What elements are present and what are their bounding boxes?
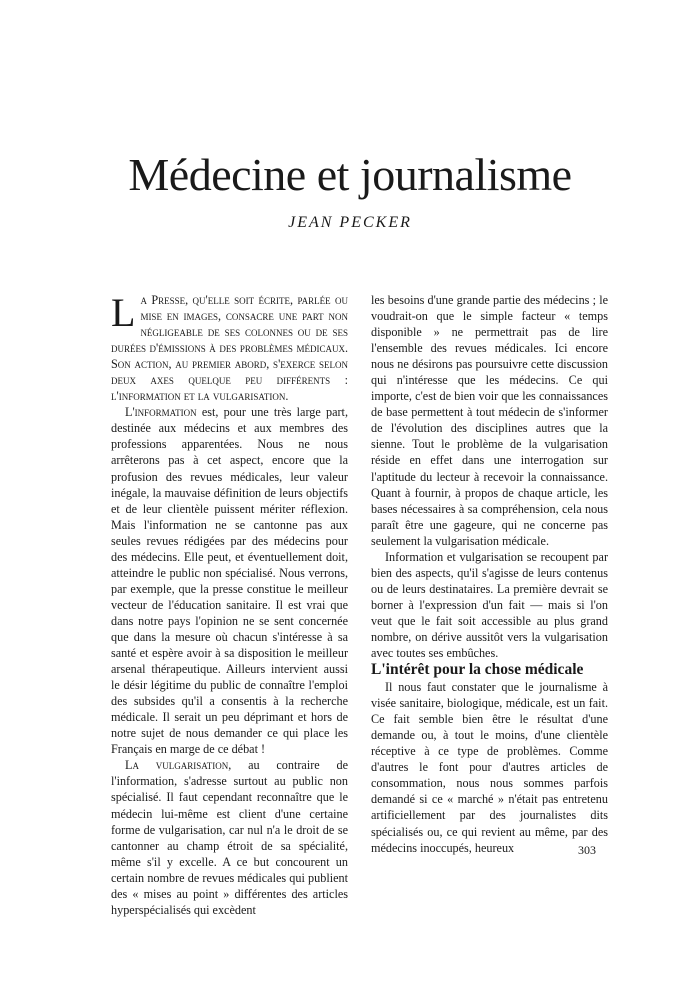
- drop-cap: L: [111, 290, 136, 335]
- paragraph-information: [111, 404, 348, 757]
- paragraph-information-text: est, pour une très large part, destinée aux médecins et aux membres des professions apparentées. Nous ne nous arrêterons pas à cet aspect, encore que la profusion des revues médicales, leur valeur inégale, la mauvaise définition de leurs objectifs et de leur clientèle puissent mériter réflexion. Mais l'information ne se cantonne pas aux seules revues rédigées par des médecins pour des médecins. Elle peut, et éventuellement doit, atteindre le public non spécialisé. Nous verrons, par exemple, que la presse constitue le meilleur vecteur de l'éducation sanitaire. Il est vrai que dans notre pays l'opinion ne se sent concernée que dans la mesure où chacun s'intéresse à sa santé et espère avoir à sa disposition le meilleur arsenal thérapeutique. Ailleurs intervient aussi le désir légitime du public de connaître l'emploi des subsides qu'il a consentis à la recherche médicale. Il serait un peu déprimant et hors de notre sujet de nous demander ce qui place les Français en marge de ce débat !: [111, 405, 348, 757]
- left-column: [111, 292, 348, 918]
- article-author: JEAN PECKER: [288, 214, 412, 231]
- right-column: [371, 292, 608, 856]
- page-number: 303: [578, 843, 596, 857]
- paragraph-vulgarisation: [111, 757, 348, 917]
- lead-vulgarisation: La vulgarisation: [125, 758, 229, 773]
- section-heading: L'intérêt pour la chose médicale: [371, 661, 584, 679]
- paragraph-vulgarisation-text: , au contraire de l'information, s'adresse surtout au public non spécialisé. Il faut cependant reconnaître que le médecin lui-même est client d'une certaine forme de vulgarisation, car nul n'a le droit de se cantonner au champ étroit de sa spécialité, même s'il y excelle. A ce but concourent un certain nombre de revues médicales qui publient des « mises au point » différentes des articles hyperspécialisés qui excèdent: [111, 758, 348, 917]
- paragraph-intro: [111, 292, 348, 404]
- paragraph-overlap: Information et vulgarisation se recoupent par bien des aspects, qu'il s'agisse de leurs contenus ou de leurs destinataires. La première devrait se borner à l'expression d'un fait — mais si l'on veut que le fait soit accessible au plus grand nombre, on dérive aussitôt vers la vulgarisation avec toutes ses embûches.: [371, 549, 608, 661]
- lead-information: L'information: [125, 405, 197, 420]
- paragraph-continued: les besoins d'une grande partie des médecins ; le voudrait-on que le simple facteur « temps disponible » ne permettrait pas de lire l'ensemble des revues médicales. Ici encore nous ne désirons pas poursuivre cette discussion qui n'intéresse que les médecins. Ce qui importe, c'est de bien voir que les connaissances de base permettent à tout médecin de s'informer de l'évolution des disciplines autres que la sienne. Tout le problème de la vulgarisation réside en effet dans une interrogation sur l'aptitude du lecteur à recevoir la connaissance. Quant à fournir, à propos de chaque article, les bases nécessaires à sa compréhension, cela nous paraît être une gageure, qui ne concerne pas seulement la vulgarisation médicale.: [371, 293, 608, 548]
- paragraph-intro-text: a Presse, qu'elle soit écrite, parlée ou mise en images, consacre une part non négligeable de ses colonnes ou de ses durées d'émissions à des problèmes médicaux. Son action, au premier abord, s'exerce selon deux axes quelque peu différents : l'information et la vulgarisation.: [111, 293, 348, 404]
- paragraph-interest: Il nous faut constater que le journalisme à visée sanitaire, biologique, médicale, est un fait. Ce fait semble bien être le résultat d'une demande ou, à tout le moins, d'une clientèle réceptive à ce type de problèmes. Comme d'autres le font pour d'autres articles de consommation, nous nous sommes parfois demandé si ce « marché » n'était pas entretenu artificiellement par des journalistes dits spécialisés ou, ce qui revient au même, par des médecins inoccupés, heureux: [371, 680, 608, 855]
- article-title: Médecine et journalisme: [128, 149, 572, 200]
